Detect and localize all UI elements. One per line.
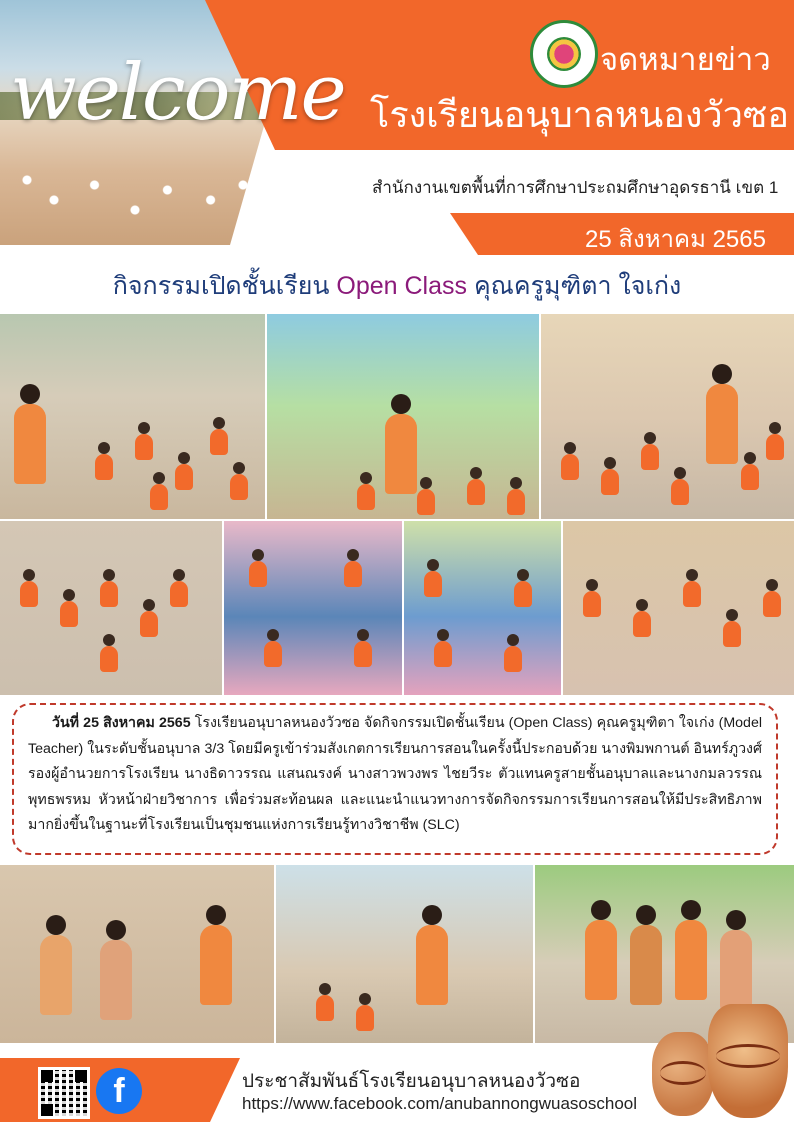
activity-title-post: คุณครูมุฑิตา ใจเก่ง <box>467 272 682 300</box>
classroom-photo <box>541 314 794 519</box>
classroom-photo <box>0 314 265 519</box>
article-lead: วันที่ 25 สิงหาคม 2565 <box>52 715 191 731</box>
welcome-script: welcome <box>10 48 345 138</box>
footer-url-link[interactable]: https://www.facebook.com/anubannongwuasoschool <box>242 1094 638 1113</box>
footer-page-name: ประชาสัมพันธ์โรงเรียนอนุบาลหนองวัวซอ <box>242 1071 581 1092</box>
qr-code-icon[interactable] <box>38 1067 90 1119</box>
facebook-icon[interactable]: f <box>96 1068 142 1114</box>
clay-pot-icon <box>708 1004 788 1118</box>
article-body: โรงเรียนอนุบาลหนองวัวซอ จัดกิจกรรมเปิดชั้นเรียน (Open Class) คุณครูมุฑิตา ใจเก่ง (Model Teacher) ในระดับชั้นอนุบาล 3/3 โดยมีครูเข้าร่วมสังเกตการเรียนการสอนในครั้งนี้ประกอบด้วย นางพิมพกานต์ อินทร์ภูวงศ์ รองผู้อำนวยการโรงเรียน นางธิดาวรรณ แสนณรงค์ นางสาวพวงพร ไชยวีระ ตัวแทนครูสายชั้นอนุบาลและนางกมลวรรณ พุทธพรหม หัวหน้าฝ่ายวิชาการ เพื่อร่วมสะท้อนผล และแนะนำแนวทางการจัดกิจกรรมการเรียนการสอนให้มีประสิทธิภาพมากยิ่งขึ้นในฐานะที่โรงเรียนเป็นชุมชนแห่งการเรียนรู้ทางวิชาชีพ (SLC) <box>28 715 762 833</box>
activity-title <box>0 266 794 306</box>
article-text <box>28 711 762 839</box>
teacher-demo-photo <box>276 865 533 1043</box>
classroom-photo <box>0 521 222 695</box>
clay-pot-icon <box>652 1032 714 1116</box>
activity-title-highlight: Open Class <box>336 272 468 300</box>
teacher-figure <box>385 414 417 494</box>
teacher-figure <box>14 404 46 484</box>
photo-students <box>0 140 270 240</box>
activity-title-pre: กิจกรรมเปิดชั้นเรียน <box>112 272 337 300</box>
header <box>0 0 794 255</box>
observers-photo <box>0 865 274 1043</box>
teacher-figure <box>706 384 738 464</box>
classroom-photo <box>563 521 794 695</box>
article-box <box>12 703 778 855</box>
classroom-photo <box>224 521 402 695</box>
school-logo-icon <box>530 20 598 88</box>
classroom-photo <box>267 314 539 519</box>
classroom-photo <box>404 521 561 695</box>
newsletter-title: จดหมายข่าว <box>600 42 771 77</box>
office-name: สำนักงานเขตพื้นที่การศึกษาประถมศึกษาอุดรธานี เขต 1 <box>372 178 779 197</box>
school-name: โรงเรียนอนุบาลหนองวัวซอ <box>370 94 789 135</box>
issue-date: 25 สิงหาคม 2565 <box>585 226 766 253</box>
